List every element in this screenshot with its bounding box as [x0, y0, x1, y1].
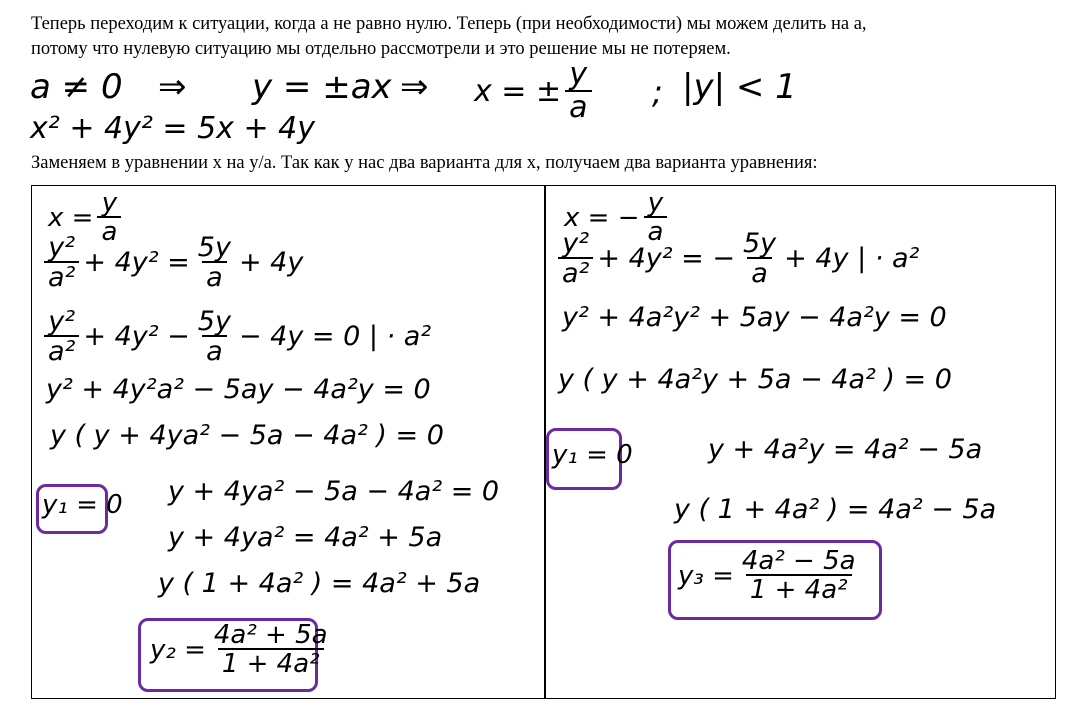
left-l2-mid: + 4y² −: [83, 321, 190, 352]
right-r1-den1: a²: [558, 257, 593, 287]
left-l1-num1: y²: [48, 232, 76, 263]
left-l1-den1: a²: [44, 261, 79, 291]
x-fraction-num: y: [569, 57, 588, 92]
left-line-5: y + 4ya² − 5a − 4a² = 0: [168, 476, 500, 507]
left-l1-mid: + 4y² =: [83, 247, 190, 278]
left-l2-num1: y²: [48, 306, 76, 337]
left-x-den: a: [97, 216, 121, 245]
left-l1-end: + 4y: [238, 247, 304, 278]
left-l1-den2: a: [202, 261, 227, 291]
right-x-lhs: x = −: [564, 202, 640, 233]
left-line-3: y² + 4y²a² − 5ay − 4a²y = 0: [46, 374, 431, 405]
left-l2-frac1: [44, 308, 79, 365]
abs-y-less-1: |y| < 1: [682, 67, 797, 107]
left-line-7: y ( 1 + 4a² ) = 4a² + 5a: [158, 568, 481, 599]
right-y3-frac: [738, 548, 860, 603]
right-r1-end: + 4y | · a²: [784, 243, 920, 274]
y-equals-pm-ax: y = ±ax: [252, 67, 392, 107]
right-line-3: y ( y + 4a²y + 5a − 4a² ) = 0: [558, 364, 952, 395]
left-l2-den2: a: [202, 335, 227, 365]
right-x-den: a: [644, 216, 668, 245]
implies-arrow-1: ⇒: [158, 67, 187, 107]
x-fraction-den: a: [565, 90, 591, 123]
left-line-6: y + 4ya² = 4a² + 5a: [168, 522, 443, 553]
right-r1-num2: 5y: [742, 228, 777, 259]
substitution-text: Заменяем в уравнении x на y/a. Так как у нас два варианта для x, получаем два варианта уравнения:: [31, 153, 818, 173]
right-r1-den2: a: [747, 257, 772, 287]
left-y2-lhs: y₂ =: [150, 634, 206, 665]
right-r1-frac1: [558, 230, 593, 287]
semicolon: ;: [652, 73, 663, 111]
right-y3-num: 4a² − 5a: [741, 546, 856, 576]
x-equals-pm-y-over-a: [474, 57, 596, 125]
left-l2-end: − 4y = 0 | · a²: [238, 321, 432, 352]
left-line-1: [40, 234, 303, 291]
x-eq-lhs: x = ±: [474, 73, 562, 109]
implies-arrow-2: ⇒: [400, 67, 429, 107]
right-r1-num1: y²: [562, 228, 590, 259]
right-r1-mid: + 4y² = −: [597, 243, 735, 274]
intro-line-1: Теперь переходим к ситуации, когда a не равно нулю. Теперь (при необходимости) мы можем делить на a,: [31, 14, 867, 34]
left-line-4: y ( y + 4ya² − 5a − 4a² ) = 0: [50, 420, 444, 451]
left-x-lhs: x =: [48, 202, 94, 233]
left-x-num: y: [101, 188, 118, 218]
right-r1-frac2: [739, 230, 780, 287]
left-y2-den: 1 + 4a²: [218, 648, 324, 677]
condition-a-nonzero: a ≠ 0: [30, 67, 123, 107]
left-l2-frac2: [194, 308, 235, 365]
right-line-5: y ( 1 + 4a² ) = 4a² − 5a: [674, 494, 997, 525]
right-y1: y₁ = 0: [552, 440, 633, 470]
right-line-1: [554, 230, 919, 287]
solution-table: [31, 185, 1056, 699]
left-l1-frac1: [44, 234, 79, 291]
left-l1-num2: 5y: [197, 232, 231, 263]
left-l1-frac2: [194, 234, 235, 291]
left-l2-den1: a²: [44, 335, 79, 365]
right-line-4: y + 4a²y = 4a² − 5a: [708, 434, 983, 465]
left-y2-num: 4a² + 5a: [213, 620, 328, 650]
right-line-2: y² + 4a²y² + 5ay − 4a²y = 0: [562, 302, 947, 333]
left-y2: [150, 622, 336, 677]
left-y2-frac: [210, 622, 332, 677]
right-y3-lhs: y₃ =: [678, 560, 734, 591]
left-l2-num2: 5y: [197, 306, 231, 337]
left-line-2: [40, 308, 431, 365]
right-y3: [678, 548, 864, 603]
x-fraction: [565, 57, 591, 125]
right-x-num: y: [647, 188, 664, 218]
main-equation: x² + 4y² = 5x + 4y: [30, 111, 315, 146]
right-y3-den: 1 + 4a²: [746, 574, 852, 603]
intro-line-2: потому что нулевую ситуацию мы отдельно рассмотрели и это решение мы не потеряем.: [31, 39, 731, 59]
left-y1: y₁ = 0: [42, 490, 123, 520]
